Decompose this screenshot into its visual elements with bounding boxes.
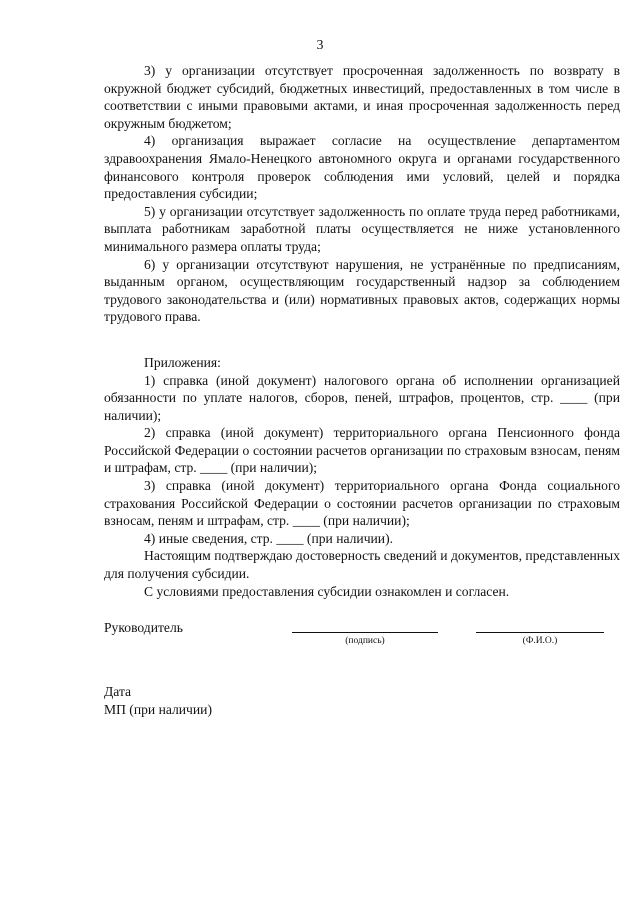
annex-item-4: 4) иные сведения, стр. ____ (при наличии). [144,530,394,546]
confirmation-statement: Настоящим подтверждаю достоверность сведений и документов, представленных для получения субсидии. [104,548,620,582]
agreement-statement: С условиями предоставления субсидии ознакомлен и согласен. [144,583,510,599]
date-stamp-block [104,683,212,718]
annex-item-2: 2) справка (иной документ) территориального органа Пенсионного фонда Российской Федерации о состоянии расчетов организации по страховым взносам, пеням и штрафам, стр. ____ (при наличии); [104,425,620,476]
document-body [104,62,620,600]
page-number: 3 [316,38,324,53]
condition-item-4: 4) организация выражает согласие на осуществление департаментом здравоохранения Ямало-Ненецкого автономного округа и органами государственного финансового контроля проверок соблюдения ими условий, целей и порядка предоставления субсидии; [104,133,620,202]
annex-item-1: 1) справка (иной документ) налогового органа об исполнении организацией обязанности по уплате налогов, сборов, пеней, штрафов, процентов, стр. ____ (при наличии); [104,372,620,423]
date-label: Дата [104,684,132,699]
condition-item-3: 3) у организации отсутствует просроченная задолженность по возврату в окружной бюджет субсидий, бюджетных инвестиций, предоставленных в том числе в соответствии с иными правовыми актами, и иная просроченная задолженность перед окружным бюджетом; [104,63,620,131]
signature-caption: (подпись) [345,636,385,646]
full-name-line [476,632,604,633]
section-spacer [104,326,620,354]
annex-item-3: 3) справка (иной документ) территориального органа Фонда социального страхования Российской Федерации о состоянии расчетов организации по страховым взносам, пеням и штрафам, стр. ____ (при наличии); [104,478,620,529]
signatory-role-label: Руководитель [104,620,183,635]
stamp-label: МП (при наличии) [104,701,212,717]
condition-item-6: 6) у организации отсутствуют нарушения, не устранённые по предписаниям, выданным органом, осуществляющим государственный надзор за соблюдением трудового законодательства и (или) нормативных правовых актов, содержащих нормы трудового права. [104,256,620,325]
condition-item-5: 5) у организации отсутствует задолженность по оплате труда перед работниками, выплата работникам заработной платы осуществляется не ниже установленного минимального размера оплаты труда; [104,203,620,254]
signature-line [292,632,438,633]
annex-title: Приложения: [144,354,221,370]
full-name-caption: (Ф.И.О.) [522,636,558,646]
